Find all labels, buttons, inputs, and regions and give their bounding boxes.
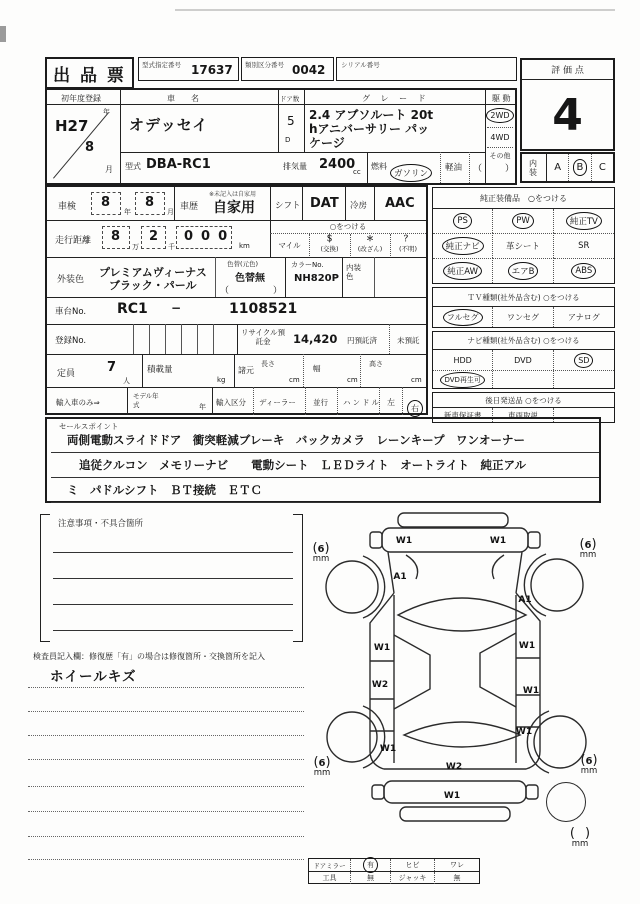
spec-label: 諸元	[238, 366, 254, 375]
damage-front-right: W1	[489, 536, 507, 546]
spare-tread: ( ) mm	[560, 822, 600, 849]
rear-tab-left	[372, 785, 384, 799]
oem-equipment-title: 純正装備品 ○をつける	[480, 193, 567, 203]
divider	[345, 187, 346, 220]
first-reg-month: 8	[85, 140, 95, 155]
model-label: 型式	[125, 162, 141, 171]
ext-color-line1: プレミアムヴィーナス	[99, 266, 207, 279]
first-reg-year: H27	[55, 117, 89, 135]
notes-bracket-left	[40, 514, 50, 642]
navi-type-title: ナビ種類(社外品含む) ○をつける	[467, 336, 580, 345]
bottom-check-table	[308, 858, 480, 884]
divider	[302, 187, 303, 220]
recycle-amount: 14,420	[293, 332, 338, 346]
capacity-unit: 人	[123, 377, 130, 385]
length-unit: cm	[289, 376, 300, 384]
inspector-line	[28, 735, 304, 736]
int-color-label: 内装色	[346, 263, 361, 281]
divider	[337, 387, 338, 415]
sales-line3: ミ パドルシフト ＢＴ接続 ＥＴＣ	[51, 482, 599, 503]
damage-door-front-right: W1	[518, 641, 536, 651]
scan-artifact	[175, 9, 615, 11]
divider	[305, 387, 306, 415]
notes-line	[53, 552, 293, 553]
shaken-month-unit: 月	[167, 208, 174, 216]
recolor-value: 色替無	[235, 273, 265, 284]
headlight-right	[492, 555, 504, 579]
damage-quarter-right: W1	[515, 727, 533, 737]
divider	[440, 152, 441, 183]
mileage-circle-note: ○をつける	[329, 222, 367, 231]
tread-front-right: (6) mm	[571, 533, 605, 560]
tread-front-left-value: 6	[317, 544, 325, 555]
history-note: ※未記入は自家用	[209, 191, 257, 198]
import-class-label: 輸入区分	[216, 398, 246, 407]
class-code-box	[241, 57, 334, 81]
divider	[278, 90, 279, 152]
jack-value: 無	[453, 874, 461, 882]
chassis-dash: −	[171, 301, 182, 315]
tread-front-left: (6) mm	[304, 537, 338, 564]
tool-value: 無	[367, 874, 374, 882]
displacement-label: 排気量	[283, 162, 307, 171]
ext-color-label: 外装色	[57, 275, 85, 285]
damage-front-left: W1	[395, 536, 413, 546]
height-unit: cm	[411, 376, 422, 384]
inspector-title: 検査員記入欄：修復歴「有」の場合は修復箇所・交換箇所を記入	[33, 652, 265, 661]
ext-color-line2: ブラック・パール	[109, 279, 197, 292]
class-code-value: 0042	[292, 63, 326, 77]
floor-left	[394, 635, 430, 709]
divider	[215, 257, 216, 297]
mileage-opt-unknown: (不明)	[398, 245, 418, 253]
tire-front-left	[326, 561, 378, 613]
divider	[47, 387, 426, 388]
mileage-man-unit: 万	[132, 243, 139, 251]
mileage-opt-tamper: (改ざん)	[357, 245, 383, 253]
equip-navi: 純正ナビ	[445, 242, 480, 252]
windshield	[398, 598, 526, 631]
tv-type-box	[432, 287, 615, 328]
fender-arc-rl	[363, 706, 385, 768]
divider	[142, 354, 143, 387]
grade-line2: hアニバーサリー パッ	[309, 122, 430, 136]
notes-line	[53, 630, 293, 631]
drive-4wd: 4WD	[490, 132, 510, 142]
divider	[469, 152, 470, 183]
ac-label: 冷房	[350, 201, 368, 211]
shaken-month: 8	[145, 195, 155, 210]
inspector-line	[28, 711, 304, 712]
color-no-label: カラーNo.	[291, 261, 324, 269]
mileage-opt-mile: マイル	[278, 240, 301, 250]
doors-value: 5	[287, 114, 295, 128]
divider	[47, 104, 515, 105]
fuel-paren-open: （	[473, 164, 483, 174]
interior-grade-box	[520, 152, 615, 183]
later-manual: 車両取説	[507, 410, 538, 420]
divider	[342, 257, 343, 297]
body-outline	[370, 593, 540, 769]
hood-side-right	[516, 552, 522, 593]
navi-hdd: HDD	[453, 355, 472, 365]
length-label: 長さ	[261, 360, 275, 368]
divider	[270, 187, 271, 220]
damage-rear-bumper: W1	[443, 791, 461, 801]
displacement-unit: cc	[353, 168, 361, 176]
handle-left: 左	[387, 398, 395, 407]
divider	[133, 324, 134, 354]
tread-front-right-value: 6	[584, 540, 592, 551]
oem-equipment-grid	[433, 209, 614, 283]
damage-door-rear-right: W1	[522, 686, 540, 696]
import-only-label: 輸入車のみ⇒	[56, 398, 100, 407]
tread-unit: mm	[313, 768, 331, 778]
serial-box	[336, 57, 517, 81]
inspector-line	[28, 786, 304, 787]
sales-line1: 両側電動スライドドア 衝突軽減ブレーキ バックカメラ レーンキープ ワンオーナー	[51, 432, 599, 453]
interior-grade-a: A	[554, 162, 562, 173]
divider	[165, 324, 166, 354]
break-label: ワレ	[450, 861, 464, 869]
divider	[402, 387, 403, 415]
mileage-opt-exchange-sym: ＄	[325, 234, 334, 243]
tread-rear-left: (6) mm	[305, 751, 339, 778]
notes-title: 注意事項・不具合箇所	[58, 519, 144, 529]
mileage-man: 8	[111, 229, 121, 244]
damage-rear-panel: W2	[445, 762, 463, 772]
handle-right: 右	[411, 404, 419, 413]
mileage-opt-tamper-sym: ＊	[366, 234, 374, 243]
recolor-paren-open: （	[220, 286, 230, 296]
crack-label: ヒビ	[405, 861, 420, 869]
front-tab-right	[528, 532, 540, 548]
tv-fullseg: フルセグ	[446, 312, 479, 322]
interior-label: 内装	[529, 158, 537, 177]
sales-points-box	[45, 417, 601, 503]
headlight-left	[406, 555, 418, 579]
sheet-title-box	[45, 57, 134, 89]
equip-leather: 革シート	[505, 242, 540, 252]
evaluation-score: 4	[552, 89, 583, 141]
import-parallel: 並行	[313, 398, 328, 407]
spare-tire-circle	[546, 782, 586, 822]
first-reg-month-unit: 月	[105, 165, 113, 174]
grade-line1: 2.4 アブソルート 20t	[309, 108, 434, 122]
load-label: 積載量	[147, 365, 173, 375]
capacity-label: 定員	[57, 369, 76, 379]
recolor-paren-close: ）	[273, 286, 283, 296]
tread-unit: mm	[580, 766, 598, 776]
type-approval-value: 17637	[191, 63, 233, 77]
fuel-paren-close: ）	[505, 164, 515, 174]
mileage-opt-exchange: (交換)	[320, 245, 339, 253]
divider	[174, 187, 175, 220]
sales-points-label: セールスポイント	[59, 422, 119, 431]
fuel-label: 燃料	[371, 162, 387, 171]
evaluation-box	[520, 58, 615, 151]
divider	[237, 324, 238, 354]
rear-window	[404, 722, 520, 747]
chassis-number: 1108521	[229, 301, 298, 317]
divider	[487, 127, 513, 128]
tread-unit: mm	[571, 839, 589, 849]
tool-label: 工具	[322, 874, 337, 882]
divider	[367, 152, 368, 183]
equip-aw: 純正AW	[447, 267, 479, 277]
shift-value: DAT	[310, 196, 339, 211]
width-label: 幅	[313, 364, 321, 373]
divider	[304, 90, 305, 152]
divider	[234, 354, 235, 387]
divider	[213, 324, 214, 354]
shaken-label: 車検	[58, 202, 77, 212]
divider	[47, 297, 426, 298]
ac-value: AAC	[385, 196, 415, 211]
inspector-line	[28, 811, 304, 812]
notes-line	[53, 604, 293, 605]
type-approval-box	[138, 57, 239, 81]
sales-line2: 追従クルコン メモリーナビ 電動シート ＬＥＤライト オートライト 純正アル	[51, 457, 599, 478]
tread-rear-right: (6) mm	[572, 749, 606, 776]
navi-type-box	[432, 331, 615, 389]
model-value: DBA-RC1	[146, 157, 211, 172]
divider	[379, 387, 380, 415]
damage-quarter-left: W1	[379, 744, 397, 754]
grade-label: グ レ ー ド	[362, 94, 430, 103]
vehicle-info-table	[45, 88, 517, 185]
mirror-value: 有	[367, 861, 374, 869]
inspector-line	[28, 859, 304, 860]
interior-grade-b: B	[576, 162, 584, 173]
inspector-line	[28, 836, 304, 837]
equip-tv: 純正TV	[569, 217, 598, 227]
drive-label: 駆 動	[492, 94, 511, 103]
tread-unit: mm	[312, 554, 330, 564]
fuel-diesel: 軽油	[445, 163, 463, 173]
reg-no-label: 登録No.	[55, 336, 87, 346]
later-shipping-title: 後日発送品 ○をつける	[485, 395, 562, 405]
inspector-line	[28, 687, 304, 688]
capacity-value: 7	[107, 360, 117, 375]
car-name: オデッセイ	[129, 116, 209, 134]
notes-bracket-right	[293, 514, 303, 642]
drive-other: その他	[489, 152, 511, 160]
mileage-opt-unknown-sym: ？	[404, 234, 412, 243]
divider	[374, 257, 375, 297]
handle-label: ハンドル	[343, 398, 381, 407]
divider	[120, 152, 485, 153]
mileage-units: 000	[184, 229, 236, 244]
history-value: 自家用	[213, 200, 255, 216]
damage-door-rear-left: W2	[371, 680, 389, 690]
model-year-label: モデル年式	[133, 392, 159, 409]
class-code-label: 類別区分番号	[245, 61, 284, 69]
tv-type-title: ＴＶ種類(社外品含む) ○をつける	[467, 292, 580, 302]
mileage-sen: 2	[149, 229, 159, 244]
later-warranty: 新車保証書	[443, 410, 482, 420]
divider	[181, 324, 182, 354]
divider	[47, 257, 426, 258]
model-year-unit: 年	[199, 403, 206, 411]
dvd-playable: DVD再生可	[444, 375, 481, 384]
serial-label: シリアル番号	[341, 61, 380, 69]
damage-fender-right: A1	[518, 595, 532, 605]
width-unit: cm	[347, 376, 358, 384]
color-no-value: NH820P	[294, 273, 339, 284]
mirror-label: ドアミラー	[313, 861, 346, 870]
mileage-sen-unit: 千	[168, 243, 175, 251]
recolor-label: 色替(元色)	[227, 260, 259, 268]
shaken-year-unit: 年	[124, 208, 131, 216]
equip-ps: PS	[457, 216, 468, 226]
mileage-km: km	[239, 242, 250, 250]
shaken-year: 8	[101, 195, 111, 210]
mileage-label: 走行距離	[55, 236, 92, 246]
scan-artifact	[0, 26, 6, 42]
chassis-prefix: RC1	[117, 301, 148, 317]
history-label: 車歴	[180, 202, 199, 212]
doors-unit: D	[285, 136, 291, 144]
chassis-label: 車台No.	[55, 307, 87, 317]
doors-label: ドア数	[280, 95, 300, 103]
recycle-paid: 円預託済	[347, 336, 377, 345]
sheet-title: 出 品 票	[53, 65, 126, 86]
divider	[360, 354, 361, 387]
oem-equipment-box	[432, 187, 615, 284]
tire-front-right	[531, 559, 583, 611]
evaluation-score-area	[522, 80, 613, 150]
equip-pw: PW	[516, 216, 530, 226]
rear-bar	[400, 807, 510, 821]
inspector-line	[28, 759, 304, 760]
divider	[212, 387, 213, 415]
divider	[127, 387, 128, 415]
tv-oneseg: ワンセグ	[506, 312, 539, 322]
notes-line	[53, 578, 293, 579]
divider	[47, 354, 426, 355]
divider	[487, 147, 513, 148]
tread-unit: mm	[579, 550, 597, 560]
floor-right	[480, 633, 516, 707]
rear-tab-right	[526, 785, 538, 799]
recycle-label: リサイクル預託金	[241, 328, 285, 346]
tread-rear-left-value: 6	[318, 758, 326, 769]
import-dealer: ディーラー	[259, 398, 296, 407]
tv-analog: アナログ	[567, 312, 600, 322]
divider	[285, 257, 286, 297]
shift-label: シフト	[275, 201, 301, 211]
first-reg-year-unit: 年	[103, 108, 110, 116]
roof-bar	[398, 513, 508, 527]
divider	[149, 324, 150, 354]
damage-door-front-left: W1	[373, 643, 391, 653]
height-label: 高さ	[369, 360, 383, 368]
drive-2wd: 2WD	[490, 110, 510, 120]
first-reg-label: 初年度登録	[61, 94, 101, 103]
divider	[389, 324, 390, 354]
divider	[253, 387, 254, 415]
navi-dvd: DVD	[514, 355, 532, 365]
interior-grade-c: C	[598, 162, 606, 173]
divider	[374, 187, 375, 220]
load-unit: kg	[217, 376, 226, 384]
divider	[197, 324, 198, 354]
divider	[303, 354, 304, 387]
equipment-column	[432, 187, 615, 423]
car-name-label: 車 名	[167, 94, 199, 103]
grade-line3: ケージ	[309, 136, 345, 150]
jack-label: ジャッキ	[398, 874, 427, 882]
tread-rear-right-value: 6	[585, 756, 593, 767]
equip-airbag: エアB	[511, 267, 535, 277]
recycle-unpaid: 未預託	[397, 336, 420, 345]
navi-sd: SD	[578, 355, 590, 365]
equip-sr: SR	[578, 241, 590, 251]
damage-fender-left: A1	[393, 572, 407, 582]
front-tab-left	[370, 532, 382, 548]
fuel-petrol: ガソリン	[394, 169, 429, 179]
evaluation-label: 評 価 点	[522, 60, 613, 80]
detail-table	[45, 185, 428, 415]
equip-abs: ABS	[575, 266, 593, 276]
displacement-value: 2400	[319, 157, 356, 172]
type-approval-label: 型式指定番号	[142, 61, 181, 69]
inspector-entry: ホイールキズ	[50, 669, 137, 685]
